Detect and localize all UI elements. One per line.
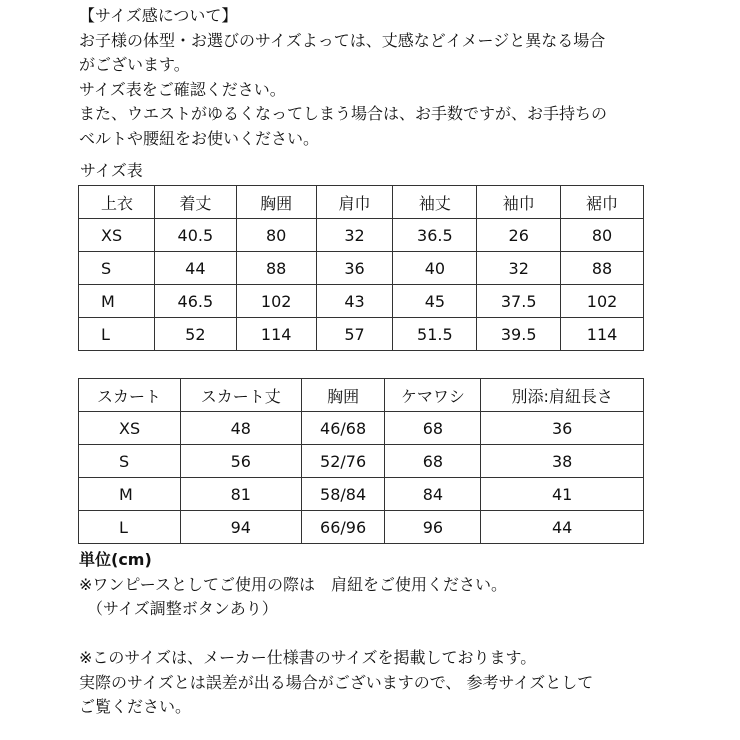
header-cell: スカート丈 — [180, 379, 301, 412]
table-cell: 52/76 — [301, 445, 385, 478]
header-cell: 袖巾 — [477, 186, 561, 219]
maker-note-line: ご覧ください。 — [79, 697, 192, 716]
table-cell: 81 — [180, 478, 301, 511]
table-cell: 32 — [477, 252, 561, 285]
header-cell: 裾巾 — [561, 186, 644, 219]
maker-note-line: ※このサイズは、メーカー仕様書のサイズを掲載しております。 — [79, 648, 537, 667]
header-cell: 別添:肩紐長さ — [481, 379, 644, 412]
intro-line: ベルトや腰紐をお使いください。 — [79, 128, 320, 148]
table-cell: 80 — [561, 219, 644, 252]
table-cell: 37.5 — [477, 285, 561, 318]
table-row — [79, 478, 644, 511]
table-cell: 52 — [154, 318, 236, 351]
table-cell: 38 — [481, 445, 644, 478]
table-cell: 80 — [236, 219, 316, 252]
intro-line: また、ウエストがゆるくなってしまう場合は、お手数ですが、お手持ちの — [79, 104, 608, 123]
table-row — [79, 445, 644, 478]
table-cell: 40 — [393, 252, 477, 285]
table-row — [79, 412, 644, 445]
size-label-cell: L — [79, 318, 155, 351]
maker-note-line: 実際のサイズとは誤差が出る場合がございますので、 参考サイズとして — [79, 672, 594, 692]
table-cell: 36 — [481, 412, 644, 445]
table-cell: 41 — [481, 478, 644, 511]
table-row — [79, 219, 644, 252]
table-row — [79, 511, 644, 544]
table-header-row — [79, 186, 644, 219]
size-label-cell: M — [79, 285, 155, 318]
table-cell: 84 — [385, 478, 481, 511]
table-cell: 46/68 — [301, 412, 385, 445]
top-size-table — [78, 185, 644, 351]
table-cell: 44 — [481, 511, 644, 544]
table-cell: 96 — [385, 511, 481, 544]
intro-line: サイズ表をご確認ください。 — [79, 79, 286, 99]
table-cell: 58/84 — [301, 478, 385, 511]
table-cell: 44 — [154, 252, 236, 285]
notes-section — [79, 548, 593, 720]
size-label-cell: S — [79, 252, 155, 285]
table-cell: 88 — [236, 252, 316, 285]
onepiece-note: ※ワンピースとしてご使用の際は 肩紐をご使用ください。 — [79, 574, 507, 594]
intro-line: お子様の体型・お選びのサイズよっては、丈感などイメージと異なる場合 — [79, 30, 606, 50]
table-cell: 40.5 — [154, 219, 236, 252]
table-row — [79, 285, 644, 318]
table-cell: 66/96 — [301, 511, 385, 544]
bottom-size-table — [78, 378, 644, 544]
header-cell: 肩巾 — [316, 186, 393, 219]
header-cell: スカート — [79, 379, 181, 412]
size-label-cell: XS — [79, 219, 155, 252]
table-cell: 94 — [180, 511, 301, 544]
table-cell: 36.5 — [393, 219, 477, 252]
table-cell: 68 — [385, 412, 481, 445]
table-cell: 68 — [385, 445, 481, 478]
header-cell: 袖丈 — [393, 186, 477, 219]
table-cell: 46.5 — [154, 285, 236, 318]
header-cell: 胸囲 — [236, 186, 316, 219]
size-label-cell: L — [79, 511, 181, 544]
table-cell: 56 — [180, 445, 301, 478]
table-cell: 39.5 — [477, 318, 561, 351]
table-cell: 102 — [236, 285, 316, 318]
size-table-caption: サイズ表 — [80, 161, 143, 180]
table-cell: 36 — [316, 252, 393, 285]
size-label-cell: XS — [79, 412, 181, 445]
intro-heading: 【サイズ感について】 — [79, 6, 238, 25]
intro-section — [79, 4, 607, 151]
table-cell: 43 — [316, 285, 393, 318]
header-cell: ケマワシ — [385, 379, 481, 412]
table-cell: 32 — [316, 219, 393, 252]
table-cell: 48 — [180, 412, 301, 445]
table-header-row — [79, 379, 644, 412]
table-row — [79, 252, 644, 285]
unit-label: 単位(cm) — [79, 550, 152, 569]
intro-line: がございます。 — [79, 55, 190, 74]
table-cell: 26 — [477, 219, 561, 252]
table-cell: 102 — [561, 285, 644, 318]
size-label-cell: M — [79, 478, 181, 511]
header-cell: 着丈 — [154, 186, 236, 219]
adjust-button-note: （サイズ調整ボタンあり） — [87, 599, 278, 618]
table-cell: 114 — [561, 318, 644, 351]
spacer — [79, 622, 593, 647]
table-cell: 45 — [393, 285, 477, 318]
header-cell: 胸囲 — [301, 379, 385, 412]
size-label-cell: S — [79, 445, 181, 478]
table-cell: 114 — [236, 318, 316, 351]
table-cell: 88 — [561, 252, 644, 285]
table-cell: 51.5 — [393, 318, 477, 351]
table-cell: 57 — [316, 318, 393, 351]
header-cell: 上衣 — [79, 186, 155, 219]
table-row — [79, 318, 644, 351]
